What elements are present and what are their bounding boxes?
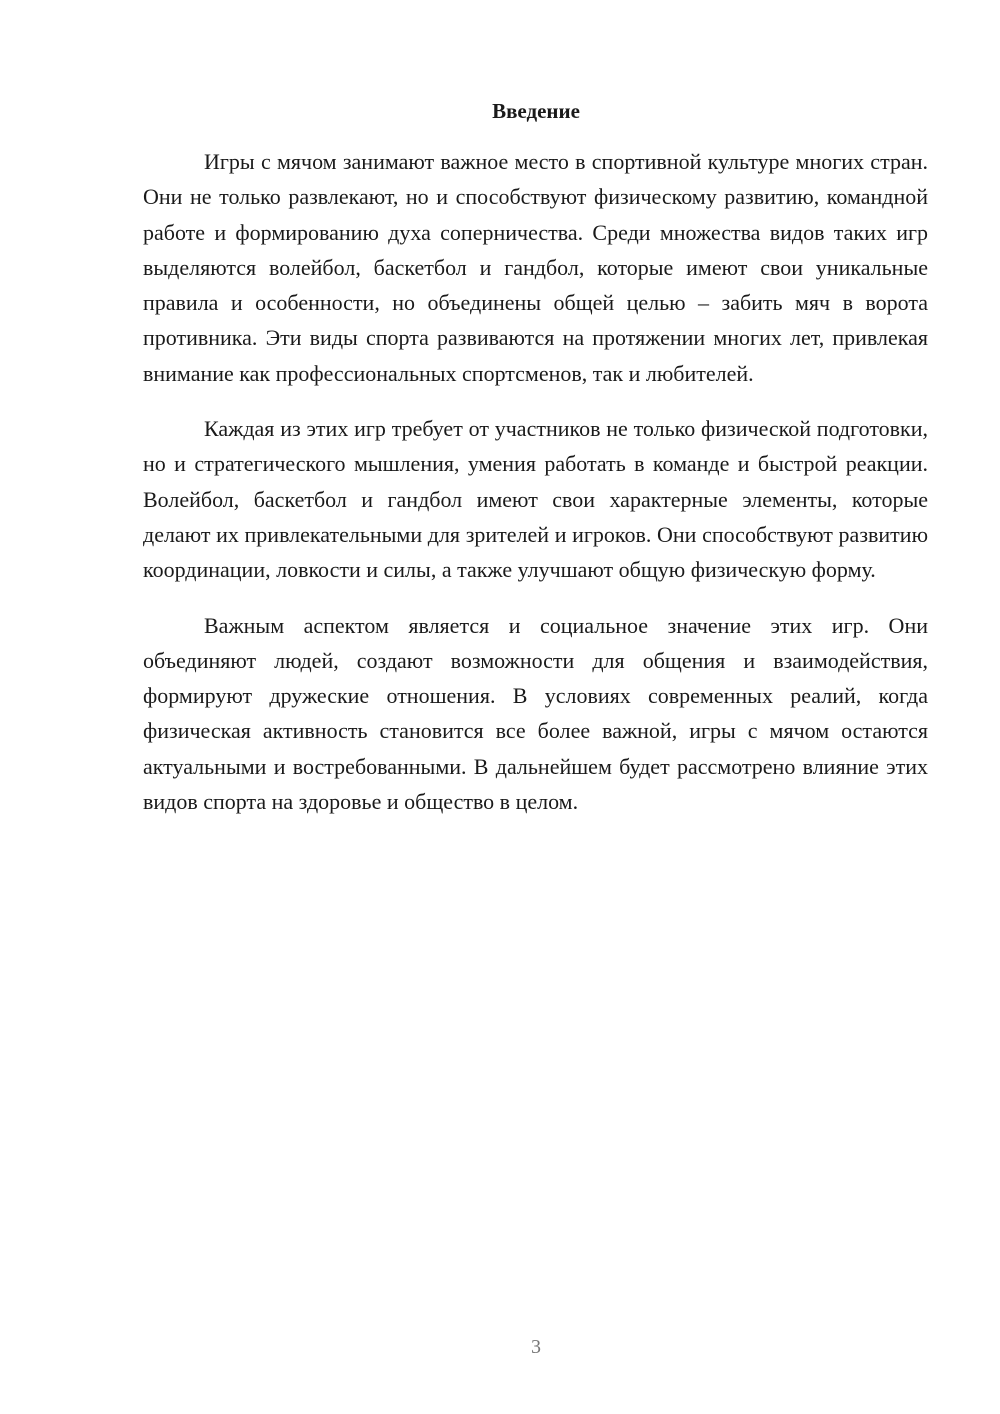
body-text — [143, 144, 928, 839]
paragraph: Игры с мячом занимают важное место в спортивной культуре многих стран. Они не только развлекают, но и способствуют физическому развитию, командной работе и формированию духа соперничества. Среди множества видов таких игр выделяются волейбол, баскетбол и гандбол, которые имеют свои уникальные правила и особенности, но объединены общей целью – забить мяч в ворота противника. Эти виды спорта развиваются на протяжении многих лет, привлекая внимание как профессиональных спортсменов, так и любителей. — [143, 149, 928, 386]
paragraph: Важным аспектом является и социальное значение этих игр. Они объединяют людей, создают возможности для общения и взаимодействия, формируют дружеские отношения. В условиях современных реалий, когда физическая активность становится все более важной, игры с мячом остаются актуальными и востребованными. В дальнейшем будет рассмотрено влияние этих видов спорта на здоровье и общество в целом. — [143, 612, 928, 815]
page-number: 3 — [531, 1336, 541, 1358]
paragraph: Каждая из этих игр требует от участников не только физической подготовки, но и стратегического мышления, умения работать в команде и быстрой реакции. Волейбол, баскетбол и гандбол имеют свои характерные элементы, которые делают их привлекательными для зрителей и игроков. Они способствуют развитию координации, ловкости и силы, а также улучшают общую физическую форму. — [143, 416, 928, 583]
page-title: Введение — [492, 99, 580, 123]
